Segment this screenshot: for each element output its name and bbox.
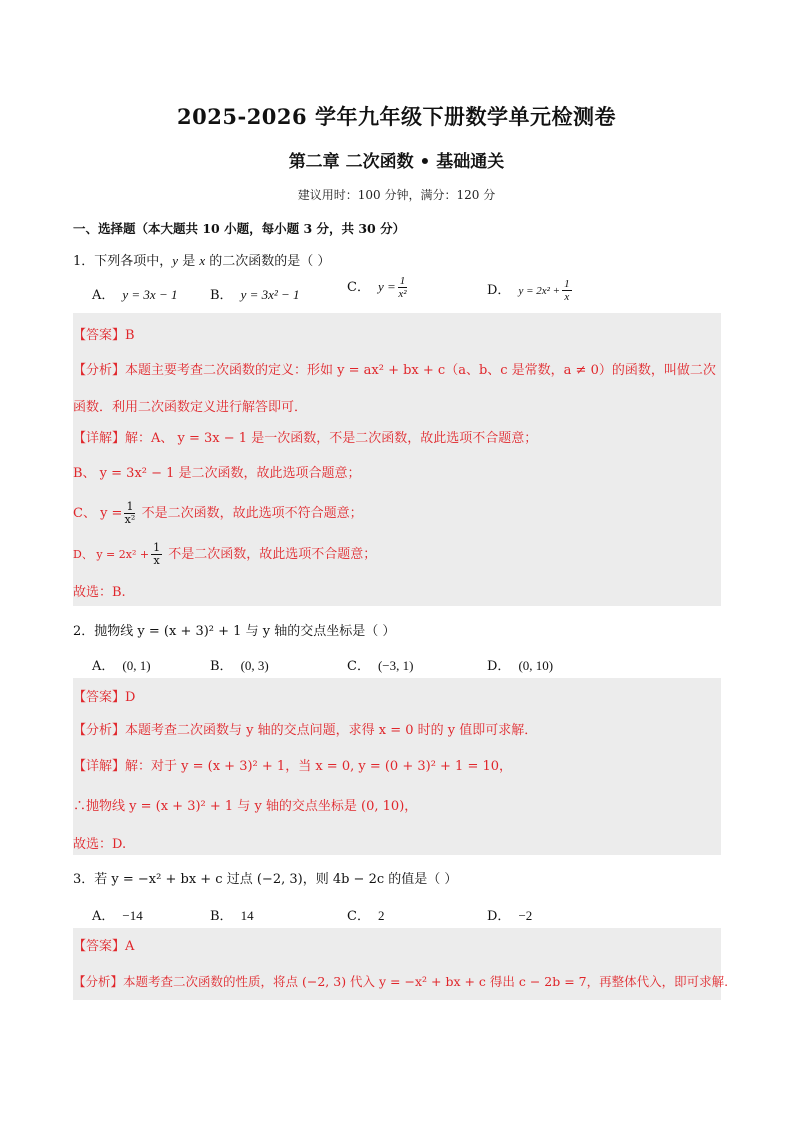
analysis-text: 本题主要考查二次函数的定义：形如 y = ax² + bx + c（a、b、c 是常数，a ≠ 0）的函数，叫做二次 [125, 363, 716, 378]
option-d [487, 655, 553, 674]
section-heading: 一、选择题（本大题共 10 小题，每小题 3 分，共 30 分） [73, 221, 406, 236]
fraction-numerator: 1 [564, 278, 570, 290]
option-letter: D． [487, 283, 511, 298]
fraction [398, 275, 408, 300]
answer-box-1 [73, 313, 721, 606]
option-c [347, 655, 413, 674]
detail-line-c [73, 501, 363, 526]
option-a [92, 284, 177, 303]
detail-tag: 【详解】 [73, 431, 126, 446]
option-expr: (0, 3) [240, 658, 269, 673]
question-1-suffix: 的二次函数的是（ ） [205, 254, 331, 269]
conclusion-line: 故选：B. [73, 585, 126, 600]
question-2-options [92, 655, 752, 677]
document-subtitle: 第二章 二次函数 • 基础通关 [288, 152, 505, 172]
detail-c-prefix: C、 y = [73, 506, 123, 521]
option-expr: (0, 1) [122, 658, 151, 673]
fraction-denominator: x² [124, 513, 136, 526]
fraction-numerator: 1 [153, 541, 161, 554]
analysis-line [73, 719, 537, 738]
option-a [92, 655, 151, 674]
answer-value: D [125, 690, 136, 705]
question-3-options [92, 905, 752, 927]
analysis-text: 本题考查二次函数的性质，将点 (−2, 3) 代入 y = −x² + bx + c 得出 c − 2b = 7，再整体代入，即可求解. [123, 974, 729, 989]
option-expr: y = 3x − 1 [122, 287, 178, 302]
option-letter: A． [92, 288, 115, 303]
question-1-options [92, 275, 752, 306]
option-b [210, 655, 269, 674]
question-1-var-x: x [199, 253, 206, 268]
option-c [347, 275, 409, 300]
option-d [487, 905, 532, 924]
question-1 [73, 250, 330, 269]
detail-tag: 【详解】 [73, 759, 126, 774]
fraction-numerator: 1 [126, 500, 134, 513]
option-letter: D． [487, 909, 511, 924]
option-expr: 14 [240, 908, 254, 923]
fraction-denominator: x² [398, 288, 407, 300]
option-d [487, 278, 574, 303]
answer-box-3 [73, 928, 729, 1000]
question-1-prefix: 1．下列各项中， [73, 254, 173, 269]
fraction [151, 542, 162, 567]
answer-tag: 【答案】 [73, 328, 126, 343]
option-letter: B． [210, 288, 233, 303]
fraction-denominator: x [564, 291, 570, 303]
option-expr: 2 [377, 908, 385, 923]
option-letter: C． [347, 280, 370, 295]
option-letter: C． [347, 659, 370, 674]
option-letter: B． [210, 659, 233, 674]
answer-value: B [125, 328, 135, 343]
option-letter: C． [347, 909, 370, 924]
fraction-numerator: 1 [399, 275, 406, 287]
answer-tag: 【答案】 [73, 690, 126, 705]
option-b [210, 284, 300, 303]
option-letter: D． [487, 659, 511, 674]
fraction [562, 278, 572, 303]
option-expr: y = 3x² − 1 [240, 287, 300, 302]
detail-d-prefix: D、 y = 2x² + [73, 548, 150, 561]
detail-text: 解：对于 y = (x + 3)² + 1，当 x = 0, y = (0 + 3)² + 1 = 10， [125, 759, 513, 774]
answer-line [73, 686, 135, 705]
option-expr: −14 [122, 908, 143, 923]
question-3: 3．若 y = −x² + bx + c 过点 (−2, 3)，则 4b − 2c 的值是（ ） [73, 872, 458, 887]
analysis-tag: 【分析】 [73, 723, 126, 738]
detail-line-2: ∴抛物线 y = (x + 3)² + 1 与 y 轴的交点坐标是 (0, 10)， [73, 799, 418, 814]
option-letter: A． [92, 909, 115, 924]
option-b [210, 905, 254, 924]
option-letter: B． [210, 909, 233, 924]
option-c [347, 905, 384, 924]
fraction-denominator: x [153, 554, 160, 567]
document-title: 2025-2026 学年九年级下册数学单元检测卷 [177, 104, 616, 129]
option-expr: (0, 10) [518, 658, 554, 673]
analysis-line-2: 函数．利用二次函数定义进行解答即可． [73, 400, 308, 415]
detail-text: 解：A、 y = 3x − 1 是一次函数，不是二次函数，故此选项不合题意； [125, 431, 538, 446]
detail-line [73, 755, 512, 774]
question-1-mid: 是 [178, 254, 200, 269]
analysis-line [73, 359, 716, 378]
analysis-tag: 【分析】 [73, 363, 126, 378]
analysis-line [73, 972, 728, 990]
detail-d-suffix: 不是二次函数，故此选项不合题意； [164, 547, 377, 562]
answer-box-2 [73, 678, 721, 855]
detail-line-a [73, 427, 537, 446]
option-a [92, 905, 143, 924]
analysis-tag: 【分析】 [73, 974, 124, 989]
answer-value: A [125, 939, 135, 954]
option-letter: A． [92, 659, 115, 674]
analysis-text: 本题考查二次函数与 y 轴的交点问题，求得 x = 0 时的 y 值即可求解． [125, 723, 538, 738]
answer-line [73, 935, 134, 954]
exam-meta: 建议用时：100 分钟，满分：120 分 [297, 188, 496, 202]
option-expr: −2 [518, 908, 533, 923]
answer-line [73, 324, 135, 343]
question-1-var-y: y [172, 253, 179, 268]
detail-c-suffix: 不是二次函数，故此选项不符合题意； [137, 506, 363, 521]
answer-tag: 【答案】 [73, 939, 126, 954]
fraction [124, 501, 135, 526]
detail-line-b: B、 y = 3x² − 1 是二次函数，故此选项合题意； [73, 466, 361, 481]
option-expr: y = 2x² + [518, 285, 561, 297]
option-expr: (−3, 1) [377, 658, 414, 673]
option-expr: y = [377, 279, 396, 294]
detail-line-d [73, 542, 376, 567]
question-2: 2．抛物线 y = (x + 3)² + 1 与 y 轴的交点坐标是（ ） [73, 624, 396, 639]
conclusion-line: 故选：D. [73, 837, 127, 852]
